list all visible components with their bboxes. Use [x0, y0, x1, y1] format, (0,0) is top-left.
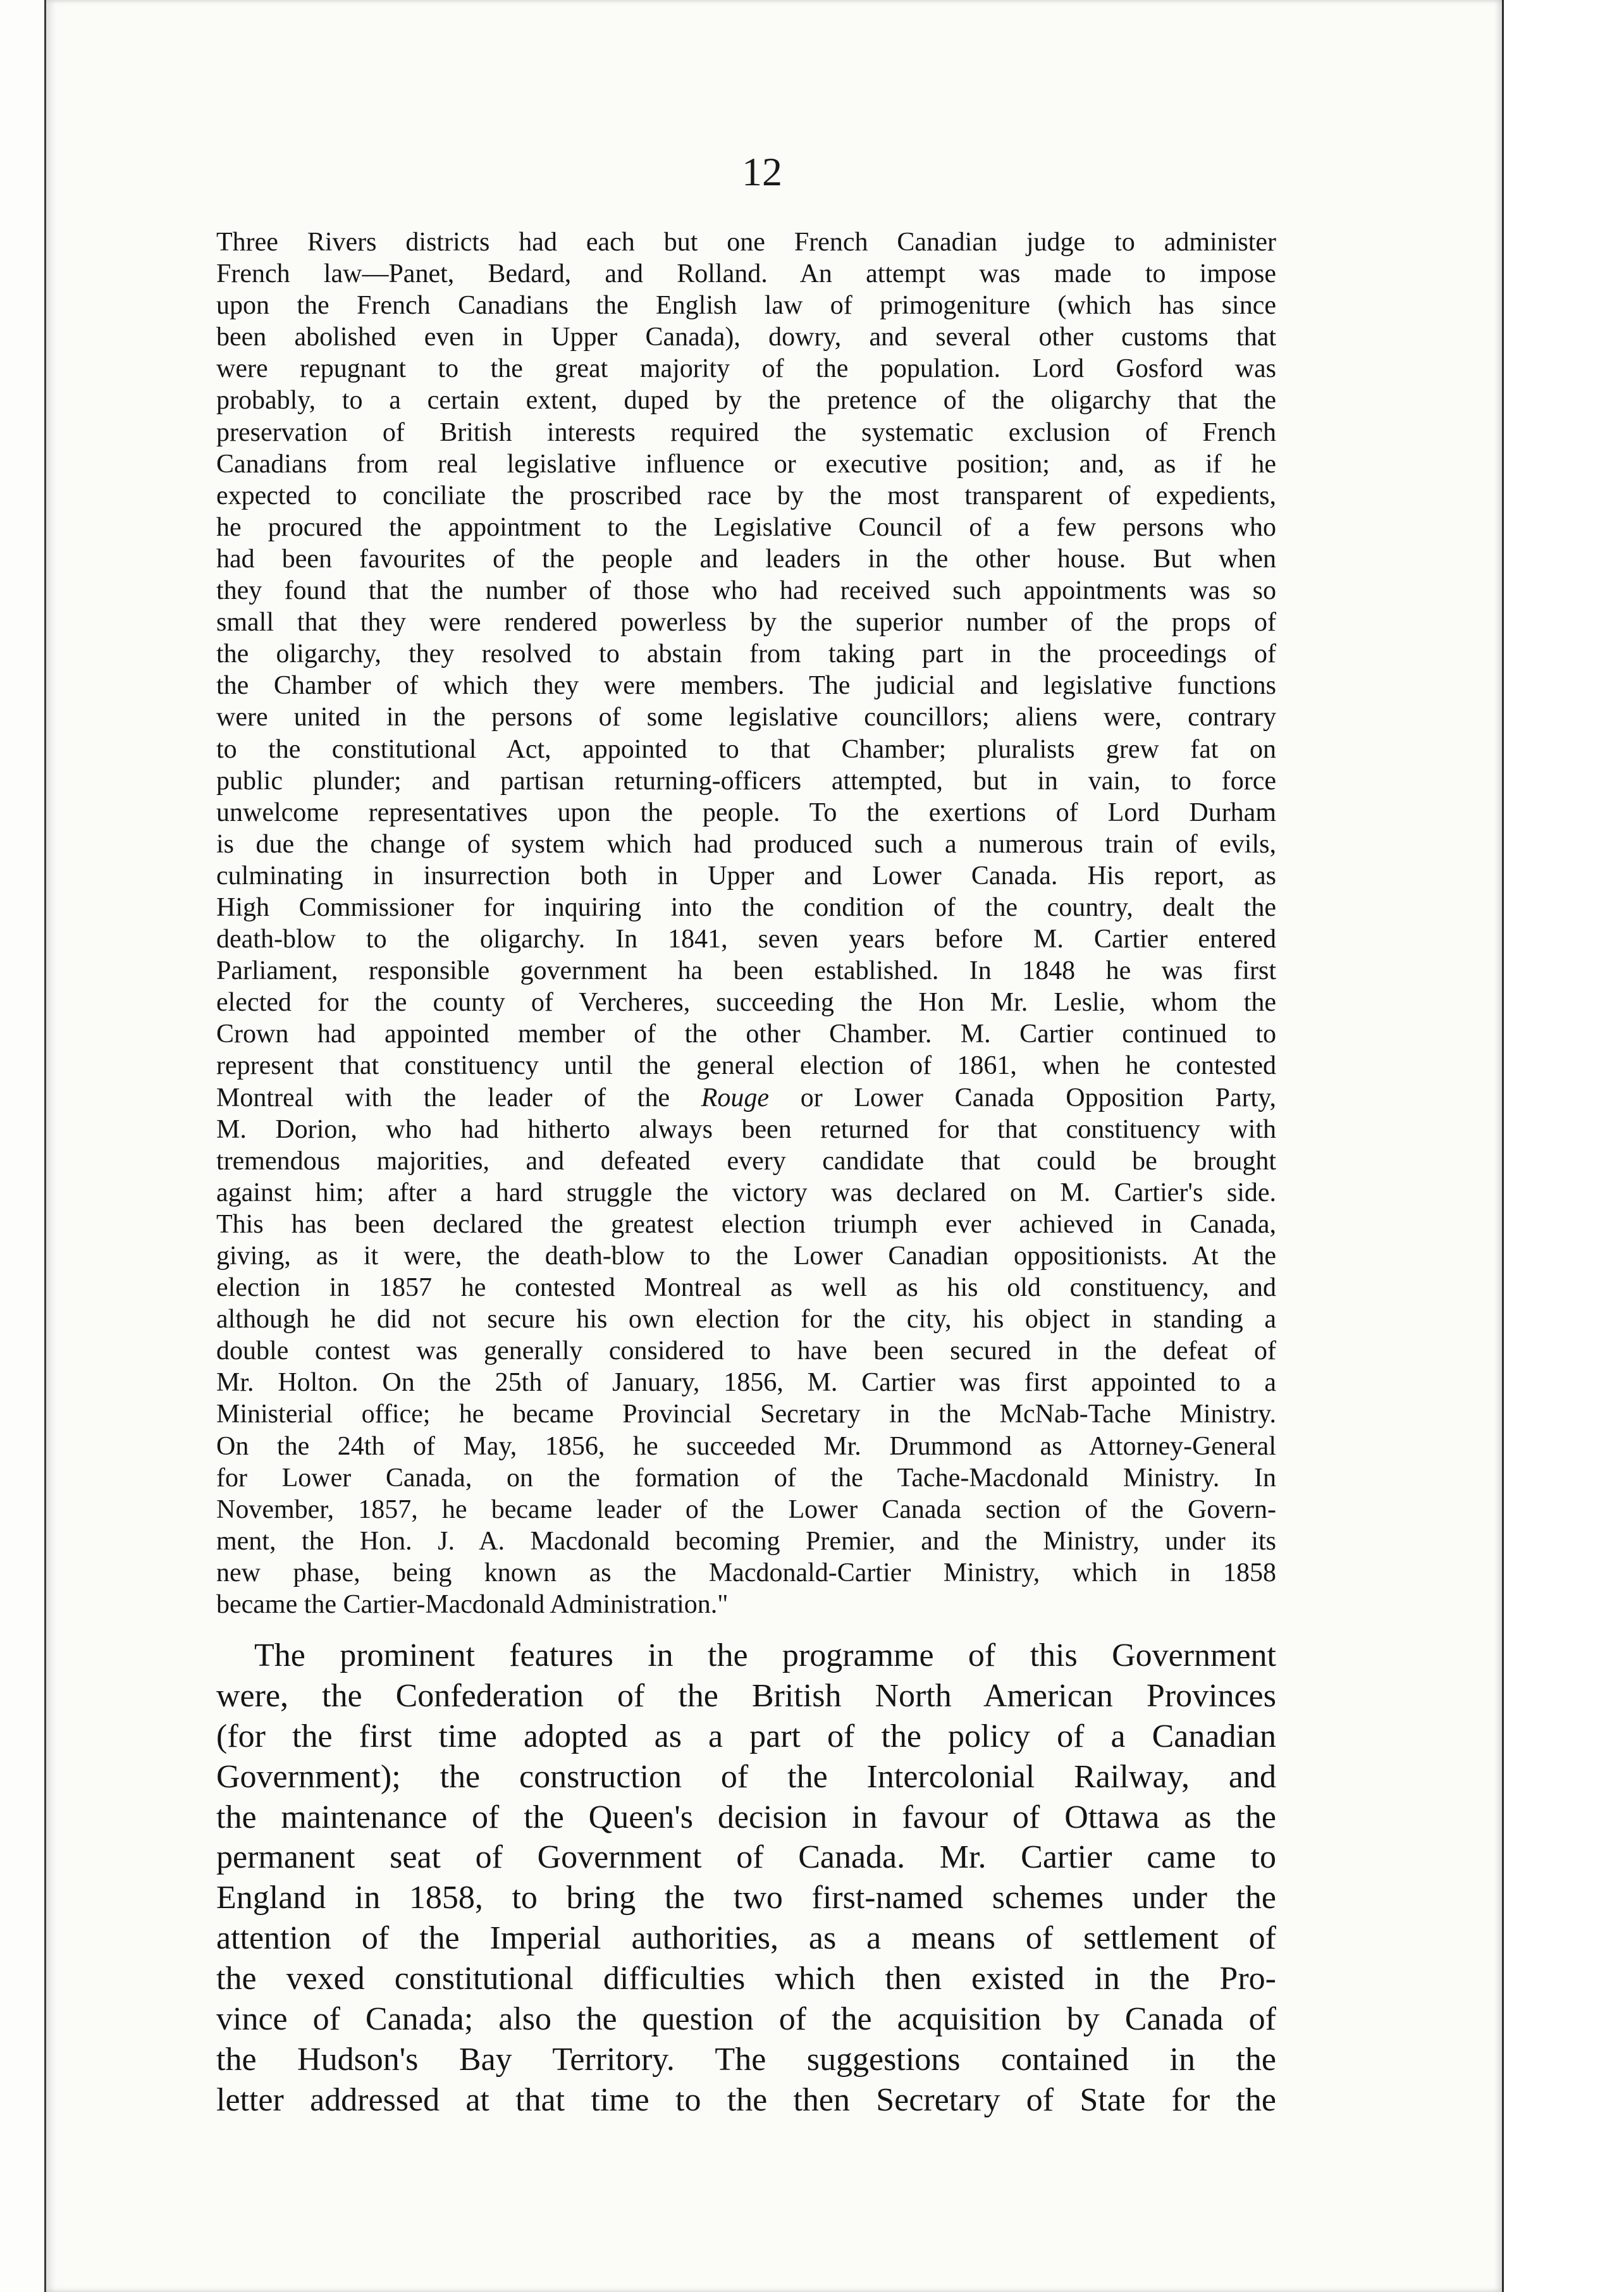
quote-line-rouge-before: Montreal with the leader of the: [216, 1083, 701, 1112]
quote-line: had been favourites of the people and leaders in the other house. But when: [216, 544, 1276, 574]
quote-line: they found that the number of those who had received such appointments was so: [216, 576, 1276, 606]
quote-line: On the 24th of May, 1856, he succeeded Mr. Drummond as Attorney-General: [216, 1431, 1276, 1461]
quote-line: M. Dorion, who had hitherto always been returned for that constituency with: [216, 1114, 1276, 1144]
quote-line: elected for the county of Vercheres, succeeding the Hon Mr. Leslie, whom the: [216, 988, 1276, 1018]
quote-line: death-blow to the oligarchy. In 1841, seven years before M. Cartier entered: [216, 925, 1276, 954]
adjacent-page-margin: [1504, 0, 1624, 2292]
quote-line: he procured the appointment to the Legislative Council of a few persons who: [216, 512, 1276, 542]
quote-line: public plunder; and partisan returning-officers attempted, but in vain, to force: [216, 766, 1276, 796]
main-paragraph: [216, 1636, 1276, 2121]
quote-line: unwelcome representatives upon the people. To the exertions of Lord Durham: [216, 798, 1276, 827]
quote-line: for Lower Canada, on the formation of the Tache-Macdonald Ministry. In: [216, 1463, 1276, 1493]
quote-line: Ministerial office; he became Provincial Secretary in the McNab-Tache Ministry.: [216, 1400, 1276, 1429]
quote-line: upon the French Canadians the English law of primogeniture (which has since: [216, 291, 1276, 321]
quoted-passage: [216, 226, 1276, 1620]
quote-line: is due the change of system which had produced such a numerous train of evils,: [216, 829, 1276, 859]
quote-line: small that they were rendered powerless by the superior number of the props of: [216, 608, 1276, 638]
quote-line: giving, as it were, the death-blow to the Lower Canadian oppositionists. At the: [216, 1242, 1276, 1271]
quote-line: probably, to a certain extent, duped by the pretence of the oligarchy that the: [216, 386, 1276, 416]
quote-line: to the constitutional Act, appointed to that Chamber; pluralists grew fat on: [216, 734, 1276, 764]
quote-line: represent that constituency until the general election of 1861, when he contested: [216, 1051, 1276, 1081]
quote-line: November, 1857, he became leader of the Lower Canada section of the Govern-: [216, 1494, 1276, 1524]
quote-line-rouge: [216, 1082, 1276, 1114]
quote-line: election in 1857 he contested Montreal as well as his old constituency, and: [216, 1273, 1276, 1303]
quote-line: ment, the Hon. J. A. Macdonald becoming Premier, and the Ministry, under its: [216, 1526, 1276, 1556]
quote-line-rouge-after: or Lower Canada Opposition Party,: [769, 1083, 1276, 1112]
main-line: England in 1858, to bring the two first-named schemes under the: [216, 1880, 1276, 1916]
quote-line: This has been declared the greatest election triumph ever achieved in Canada,: [216, 1209, 1276, 1239]
main-line: Government); the construction of the Intercolonial Railway, and: [216, 1758, 1276, 1795]
quote-line: against him; after a hard struggle the victory was declared on M. Cartier's side.: [216, 1178, 1276, 1207]
main-line: letter addressed at that time to the then Secretary of State for the: [216, 2081, 1276, 2118]
quote-line: been abolished even in Upper Canada), dowry, and several other customs that: [216, 323, 1276, 352]
quote-line: Crown had appointed member of the other Chamber. M. Cartier continued to: [216, 1020, 1276, 1049]
quote-line: the oligarchy, they resolved to abstain from taking part in the proceedings of: [216, 639, 1276, 669]
quote-line: double contest was generally considered to have been secured in the defeat of: [216, 1336, 1276, 1366]
quote-line: French law—Panet, Bedard, and Rolland. An attempt was made to impose: [216, 259, 1276, 289]
main-line: attention of the Imperial authorities, as a means of settlement of: [216, 1920, 1276, 1957]
main-line: the maintenance of the Queen's decision in favour of Ottawa as the: [216, 1799, 1276, 1835]
main-line: permanent seat of Government of Canada. Mr. Cartier came to: [216, 1839, 1276, 1876]
quote-line: High Commissioner for inquiring into the condition of the country, dealt the: [216, 892, 1276, 922]
quote-line: Mr. Holton. On the 25th of January, 1856, M. Cartier was first appointed to a: [216, 1368, 1276, 1398]
main-line: the Hudson's Bay Territory. The suggestions contained in the: [216, 2041, 1276, 2078]
quote-line: became the Cartier-Macdonald Administration.": [216, 1590, 729, 1620]
main-line: vince of Canada; also the question of the acquisition by Canada of: [216, 2001, 1276, 2038]
main-line: The prominent features in the programme of this Government: [254, 1637, 1276, 1673]
quote-line: expected to conciliate the proscribed race by the most transparent of expedients,: [216, 481, 1276, 510]
quote-line: were repugnant to the great majority of the population. Lord Gosford was: [216, 354, 1276, 384]
page-number: 12: [742, 149, 782, 194]
quote-line: culminating in insurrection both in Upper and Lower Canada. His report, as: [216, 861, 1276, 890]
main-line: (for the first time adopted as a part of the policy of a Canadian: [216, 1718, 1276, 1754]
quote-line: new phase, being known as the Macdonald-Cartier Ministry, which in 1858: [216, 1558, 1276, 1587]
main-line: were, the Confederation of the British North American Provinces: [216, 1677, 1276, 1714]
quote-line: Parliament, responsible government ha been established. In 1848 he was first: [216, 956, 1276, 986]
quote-line: Three Rivers districts had each but one French Canadian judge to administer: [216, 228, 1276, 257]
quote-line: were united in the persons of some legislative councillors; aliens were, contrary: [216, 703, 1276, 732]
quote-line: preservation of British interests required the systematic exclusion of French: [216, 417, 1276, 447]
quote-line: although he did not secure his own election for the city, his object in standing a: [216, 1305, 1276, 1334]
main-line: the vexed constitutional difficulties which then existed in the Pro-: [216, 1961, 1276, 1997]
quote-line: Canadians from real legislative influence or executive position; and, as if he: [216, 449, 1276, 479]
quote-line: the Chamber of which they were members. The judicial and legislative functions: [216, 671, 1276, 701]
quote-line: tremendous majorities, and defeated every candidate that could be brought: [216, 1146, 1276, 1176]
rouge-party-name: Rouge: [701, 1083, 770, 1112]
